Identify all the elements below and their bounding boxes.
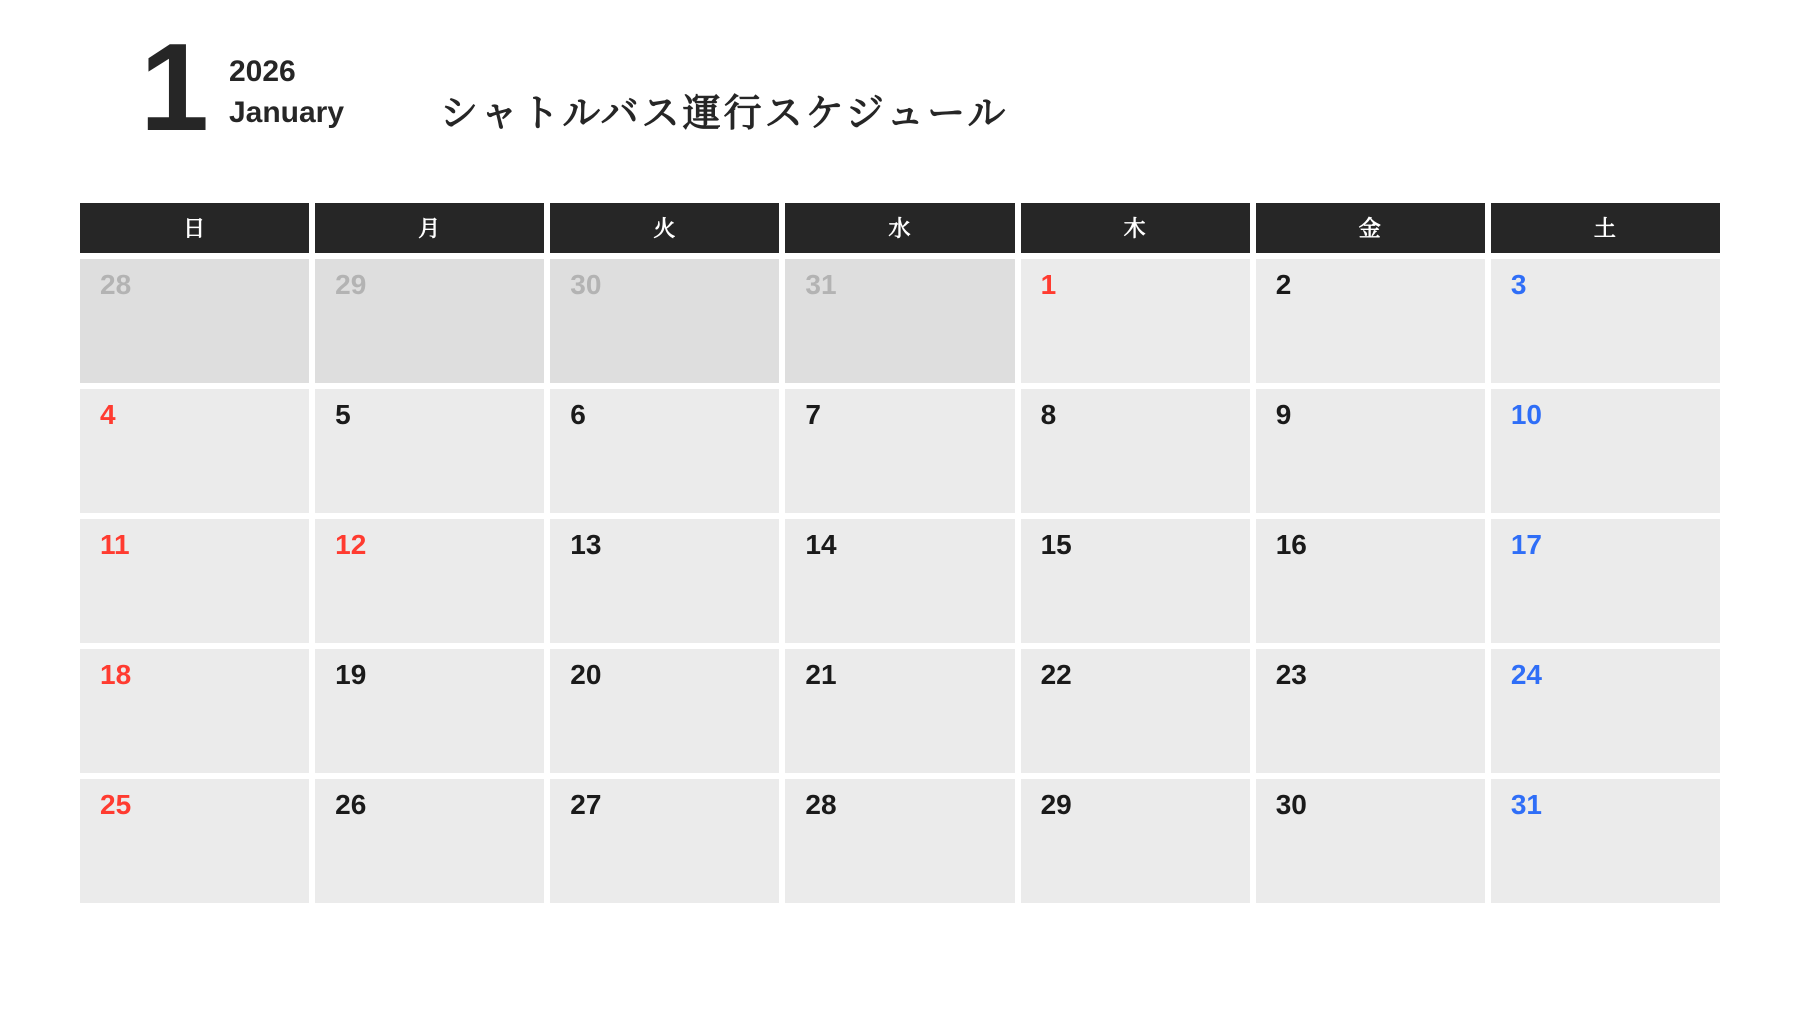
day-number: 12 bbox=[335, 529, 367, 560]
day-number: 14 bbox=[805, 529, 837, 560]
month-text-block bbox=[229, 30, 344, 133]
weekday-header-sun-0: 日 bbox=[80, 203, 309, 253]
day-number: 4 bbox=[100, 399, 116, 430]
month-name-label: January bbox=[228, 95, 345, 129]
day-cell[interactable] bbox=[1491, 649, 1720, 773]
day-number: 23 bbox=[1275, 659, 1307, 690]
day-number: 2 bbox=[1275, 269, 1292, 300]
weekday-header-row bbox=[80, 203, 1720, 253]
weekday-header-weekday-1: 月 bbox=[315, 203, 544, 253]
day-cell[interactable] bbox=[1021, 519, 1250, 643]
day-cell[interactable] bbox=[550, 649, 779, 773]
day-cell[interactable] bbox=[80, 259, 309, 383]
day-cell[interactable] bbox=[785, 389, 1014, 513]
weekday-header-weekday-3: 水 bbox=[785, 203, 1014, 253]
day-number: 20 bbox=[570, 659, 602, 690]
day-number: 9 bbox=[1275, 399, 1292, 430]
calendar-weeks bbox=[80, 259, 1720, 903]
day-cell[interactable] bbox=[550, 779, 779, 903]
day-number: 26 bbox=[335, 789, 367, 820]
calendar-week-row bbox=[80, 389, 1720, 513]
day-cell[interactable] bbox=[315, 389, 544, 513]
day-number: 28 bbox=[805, 789, 837, 820]
day-cell[interactable] bbox=[315, 259, 544, 383]
day-number: 29 bbox=[1040, 789, 1072, 820]
day-cell[interactable] bbox=[785, 779, 1014, 903]
day-cell[interactable] bbox=[1491, 779, 1720, 903]
day-number: 17 bbox=[1510, 529, 1542, 560]
calendar-week-row bbox=[80, 259, 1720, 383]
day-number: 21 bbox=[805, 659, 837, 690]
calendar-week-row bbox=[80, 779, 1720, 903]
day-number: 18 bbox=[100, 659, 132, 690]
day-cell[interactable] bbox=[315, 649, 544, 773]
day-number: 30 bbox=[570, 269, 602, 300]
day-cell[interactable] bbox=[1021, 779, 1250, 903]
day-cell[interactable] bbox=[1256, 259, 1485, 383]
calendar-grid bbox=[80, 203, 1720, 903]
day-number: 1 bbox=[1040, 269, 1057, 300]
day-cell[interactable] bbox=[550, 519, 779, 643]
weekday-header-weekday-4: 木 bbox=[1021, 203, 1250, 253]
month-number: 1 bbox=[140, 19, 207, 157]
calendar-week-row bbox=[80, 519, 1720, 643]
day-cell[interactable] bbox=[785, 259, 1014, 383]
day-number: 22 bbox=[1040, 659, 1072, 690]
day-cell[interactable] bbox=[550, 389, 779, 513]
day-cell[interactable] bbox=[1256, 779, 1485, 903]
day-cell[interactable] bbox=[1021, 259, 1250, 383]
day-number: 11 bbox=[100, 529, 130, 560]
day-number: 19 bbox=[335, 659, 367, 690]
weekday-header-sat-6: 土 bbox=[1491, 203, 1720, 253]
day-number: 10 bbox=[1510, 399, 1542, 430]
day-number: 5 bbox=[335, 399, 351, 430]
day-number: 6 bbox=[570, 399, 586, 430]
day-cell[interactable] bbox=[315, 779, 544, 903]
day-number: 15 bbox=[1040, 529, 1072, 560]
year-label: 2026 bbox=[228, 55, 296, 88]
day-cell[interactable] bbox=[1256, 389, 1485, 513]
day-cell[interactable] bbox=[1491, 389, 1720, 513]
day-number: 16 bbox=[1275, 529, 1307, 560]
day-number: 29 bbox=[335, 269, 367, 300]
day-number: 30 bbox=[1275, 789, 1307, 820]
day-number: 8 bbox=[1040, 399, 1057, 430]
page-title: シャトルバス運行スケジュール bbox=[440, 93, 1009, 135]
day-cell[interactable] bbox=[1021, 649, 1250, 773]
day-cell[interactable] bbox=[1021, 389, 1250, 513]
day-number: 25 bbox=[100, 789, 132, 820]
day-cell[interactable] bbox=[80, 779, 309, 903]
day-number: 3 bbox=[1510, 269, 1527, 300]
day-cell[interactable] bbox=[550, 259, 779, 383]
day-number: 24 bbox=[1510, 659, 1542, 690]
day-cell[interactable] bbox=[80, 649, 309, 773]
weekday-header-weekday-5: 金 bbox=[1256, 203, 1485, 253]
calendar-header bbox=[0, 0, 1800, 157]
day-cell[interactable] bbox=[80, 519, 309, 643]
day-number: 31 bbox=[1510, 789, 1542, 820]
day-cell[interactable] bbox=[1256, 519, 1485, 643]
weekday-header-weekday-2: 火 bbox=[550, 203, 779, 253]
day-cell[interactable] bbox=[80, 389, 309, 513]
day-number: 13 bbox=[570, 529, 602, 560]
day-cell[interactable] bbox=[1491, 259, 1720, 383]
day-cell[interactable] bbox=[315, 519, 544, 643]
day-cell[interactable] bbox=[1256, 649, 1485, 773]
day-number: 31 bbox=[805, 269, 837, 300]
day-number: 28 bbox=[100, 269, 132, 300]
day-number: 27 bbox=[570, 789, 602, 820]
day-cell[interactable] bbox=[1491, 519, 1720, 643]
calendar-week-row bbox=[80, 649, 1720, 773]
day-number: 7 bbox=[805, 399, 821, 430]
day-cell[interactable] bbox=[785, 649, 1014, 773]
day-cell[interactable] bbox=[785, 519, 1014, 643]
